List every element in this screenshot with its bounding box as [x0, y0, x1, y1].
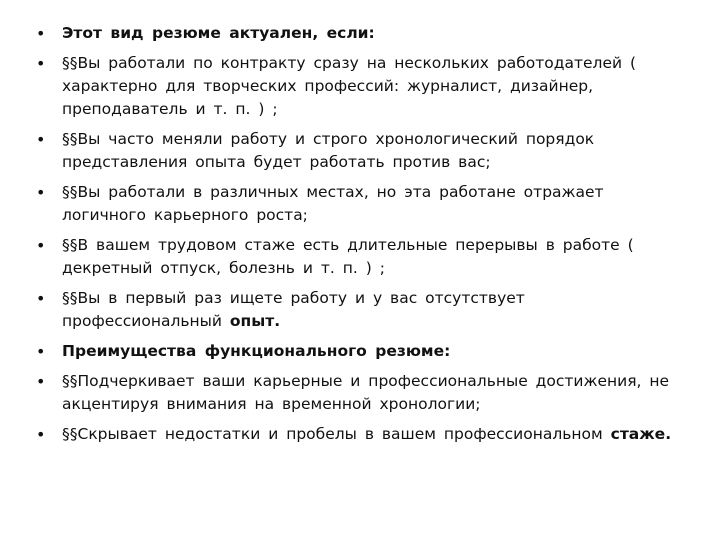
bullet-dot-icon: •	[36, 54, 46, 73]
bullet-item-3	[36, 181, 692, 227]
bullet-dot-icon: •	[36, 425, 46, 444]
bullet-item-8	[36, 423, 692, 446]
bullet-dot-icon: •	[36, 183, 46, 202]
bullet-text: Этот вид резюме актуален, если:	[62, 24, 375, 42]
bullet-item-1	[36, 52, 692, 121]
bullet-dot-icon: •	[36, 372, 46, 391]
bullet-dot-icon: •	[36, 289, 46, 308]
bullet-text: §§Вы работали в различных местах, но эта работане отражает логичного карьерного роста;	[62, 183, 604, 224]
bullet-dot-icon: •	[36, 130, 46, 149]
bullet-item-5	[36, 287, 692, 333]
bullet-item-6	[36, 340, 692, 363]
bullet-text: §§Вы в первый раз ищете работу и у вас отсутствует профессиональный опыт.	[62, 289, 525, 330]
bullet-item-2	[36, 128, 692, 174]
bullet-dot-icon: •	[36, 342, 46, 361]
bullet-text: §§Скрывает недостатки и пробелы в вашем профессиональном стаже.	[62, 425, 672, 443]
bullet-text-tail: стаже.	[610, 425, 672, 443]
bullet-text: §§Подчеркивает ваши карьерные и профессиональные достижения, не акцентируя внимания на временной хронологии;	[62, 372, 670, 413]
bullet-item-0	[36, 22, 692, 45]
bullet-item-7	[36, 370, 692, 416]
bullet-text-tail: опыт.	[229, 312, 281, 330]
bullet-dot-icon: •	[36, 236, 46, 255]
bullet-dot-icon: •	[36, 24, 46, 43]
bullet-item-4	[36, 234, 692, 280]
bullet-text: Преимущества функционального резюме:	[62, 342, 451, 360]
bullet-text: §§Вы работали по контракту сразу на нескольких работодателей ( характерно для творческих профессий: журналист, дизайнер, преподаватель и т. п. ) ;	[62, 54, 637, 118]
bullet-list	[36, 22, 692, 446]
bullet-text: §§Вы часто меняли работу и строго хронологический порядок представления опыта будет работать против вас;	[62, 130, 595, 171]
bullet-text: §§В вашем трудовом стаже есть длительные перерывы в работе ( декретный отпуск, болезнь и т. п. ) ;	[62, 236, 634, 277]
